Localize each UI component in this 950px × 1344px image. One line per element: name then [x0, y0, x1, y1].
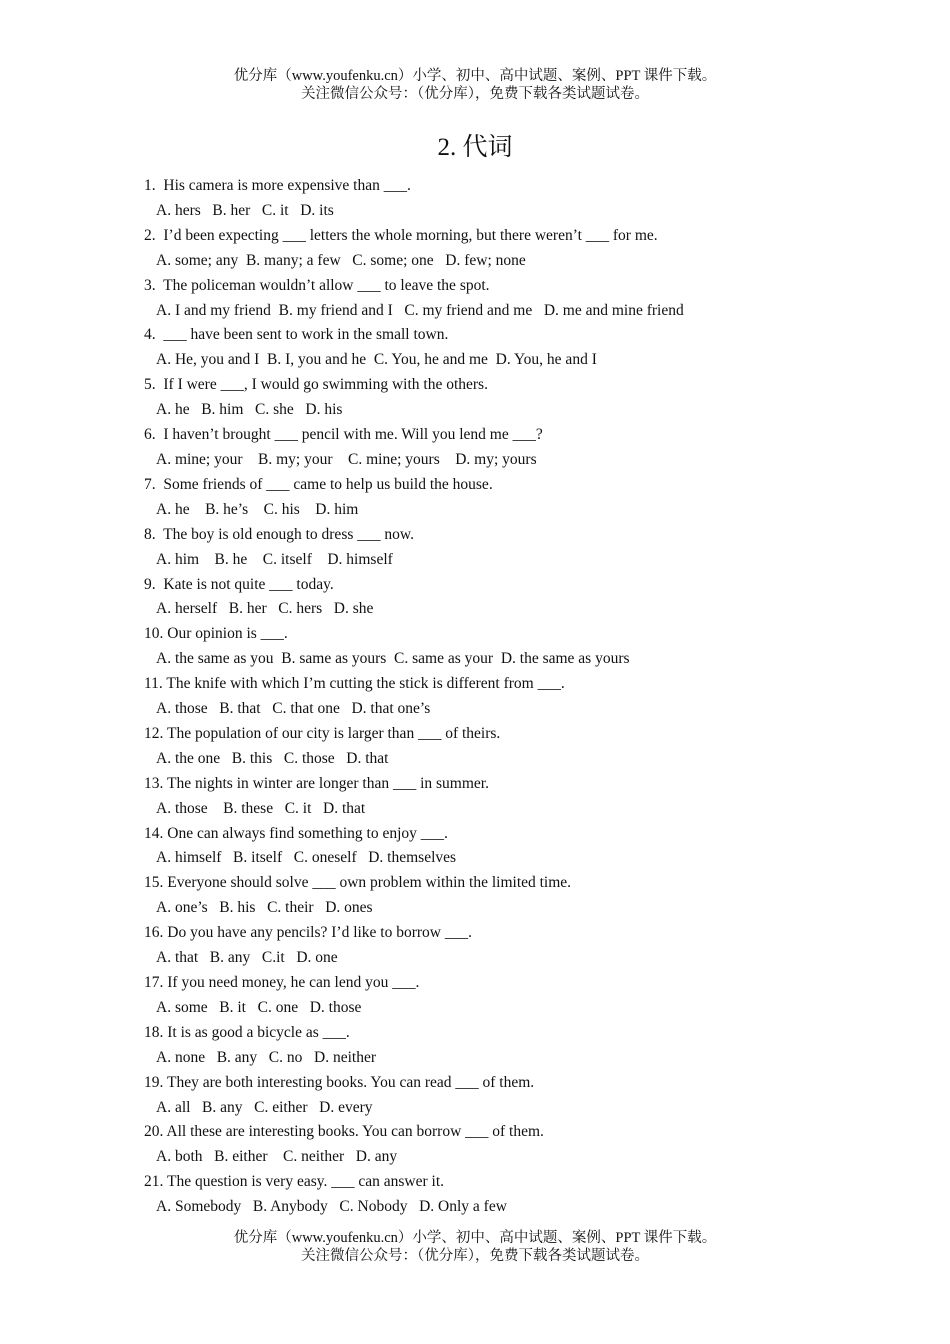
question-options: A. herself B. her C. hers D. she [156, 600, 374, 618]
question-options: A. all B. any C. either D. every [156, 1098, 373, 1116]
question-stem: 11. The knife with which I’m cutting the stick is different from ___. [144, 675, 565, 693]
question-options: A. those B. these C. it D. that [156, 799, 366, 817]
question-stem: 16. Do you have any pencils? I’d like to borrow ___. [144, 924, 473, 942]
question-options: A. some; any B. many; a few C. some; one D. few; none [156, 251, 526, 269]
question-options: A. some B. it C. one D. those [156, 998, 362, 1016]
question-options: A. those B. that C. that one D. that one’s [156, 700, 431, 718]
question-options: A. the same as you B. same as yours C. same as your D. the same as yours [156, 650, 630, 668]
page-header [0, 67, 950, 103]
footer-line-2: 关注微信公众号：（优分库），免费下载各类试题试卷。 [301, 1248, 649, 1264]
question-stem: 1. His camera is more expensive than ___. [144, 177, 411, 194]
question-stem: 20. All these are interesting books. You can borrow ___ of them. [144, 1123, 544, 1141]
question-stem: 2. I’d been expecting ___ letters the whole morning, but there weren’t ___ for me. [144, 226, 658, 244]
question-options: A. both B. either C. neither D. any [156, 1148, 398, 1166]
question-stem: 13. The nights in winter are longer than ___ in summer. [144, 774, 489, 792]
question-stem: 5. If I were ___, I would go swimming with the others. [144, 376, 488, 394]
question-stem: 17. If you need money, he can lend you ___. [144, 974, 420, 991]
question-options: A. himself B. itself C. oneself D. themselves [156, 849, 457, 867]
question-options: A. him B. he C. itself D. himself [156, 550, 393, 568]
question-stem: 14. One can always find something to enjoy ___. [144, 824, 448, 842]
question-options: A. none B. any C. no D. neither [156, 1048, 376, 1066]
question-stem: 7. Some friends of ___ came to help us build the house. [144, 475, 493, 493]
question-stem: 21. The question is very easy. ___ can answer it. [144, 1173, 445, 1191]
question-options: A. he B. him C. she D. his [156, 401, 343, 419]
question-options: A. that B. any C.it D. one [156, 949, 338, 967]
question-options: A. Somebody B. Anybody C. Nobody D. Only a few [156, 1198, 507, 1216]
page-footer [0, 1229, 950, 1265]
question-options: A. He, you and I B. I, you and he C. You, he and me D. You, he and I [156, 351, 597, 369]
question-stem: 8. The boy is old enough to dress ___ now. [144, 525, 414, 543]
question-options: A. one’s B. his C. their D. ones [156, 899, 373, 917]
question-options: A. mine; your B. my; your C. mine; yours D. my; yours [156, 450, 537, 468]
question-options: A. hers B. her C. it D. its [156, 201, 334, 219]
question-options: A. I and my friend B. my friend and I C. my friend and me D. me and mine friend [156, 301, 684, 319]
question-options: A. the one B. this C. those D. that [156, 749, 389, 767]
question-list [144, 174, 924, 1220]
page-title: 2. 代词 [437, 134, 513, 161]
question-stem: 4. ___ have been sent to work in the small town. [144, 326, 449, 344]
header-line-1: 优分库（www.youfenku.cn）小学、初中、高中试题、案例、PPT 课件下载。 [233, 68, 717, 84]
question-stem: 12. The population of our city is larger than ___ of theirs. [144, 724, 501, 742]
question-stem: 18. It is as good a bicycle as ___. [144, 1023, 350, 1041]
question-stem: 15. Everyone should solve ___ own problem within the limited time. [144, 874, 572, 892]
footer-line-1: 优分库（www.youfenku.cn）小学、初中、高中试题、案例、PPT 课件下载。 [233, 1230, 717, 1246]
header-line-2: 关注微信公众号：（优分库），免费下载各类试题试卷。 [301, 86, 649, 102]
question-stem: 10. Our opinion is ___. [144, 625, 288, 643]
question-options: A. he B. he’s C. his D. him [156, 500, 359, 518]
question-stem: 19. They are both interesting books. You can read ___ of them. [144, 1073, 535, 1091]
question-stem: 3. The policeman wouldn’t allow ___ to leave the spot. [144, 276, 490, 294]
question-stem: 9. Kate is not quite ___ today. [144, 575, 334, 593]
question-stem: 6. I haven’t brought ___ pencil with me. Will you lend me ___? [144, 426, 543, 444]
